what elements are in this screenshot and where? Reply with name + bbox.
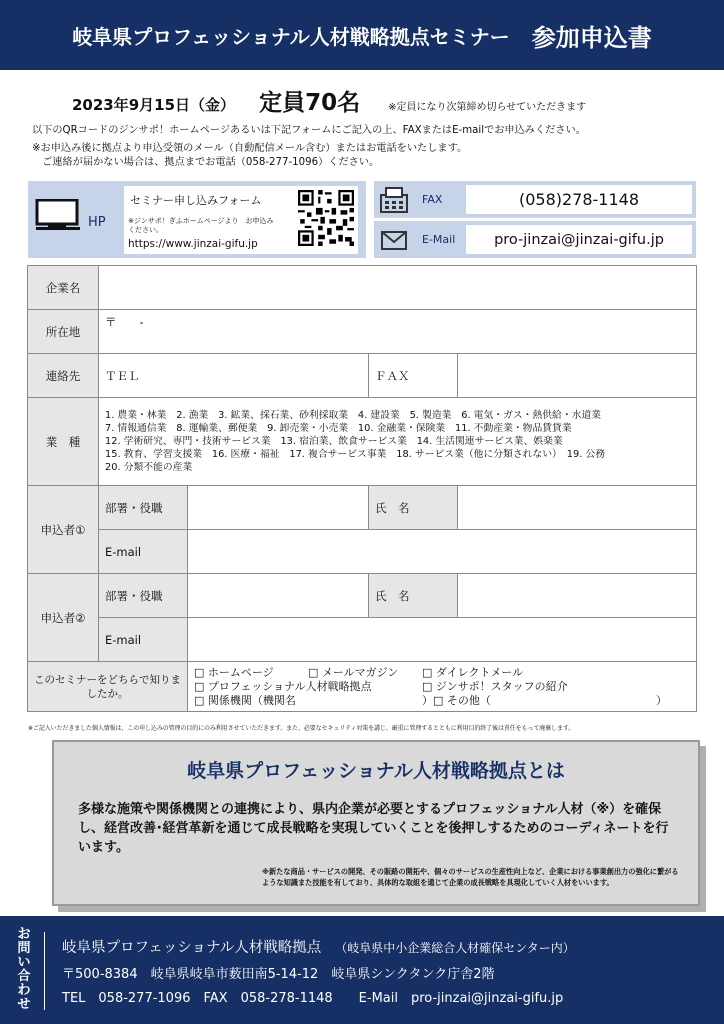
option-mailmagazine[interactable]: □ メールマガジン	[308, 665, 399, 679]
footer-contact: TEL 058-277-1096 FAX 058-278-1148 E-Mail pro-jinzai@jinzai-gifu.jp	[62, 991, 564, 1006]
form-row-company	[28, 266, 697, 310]
industry-options[interactable]	[99, 398, 697, 486]
footer-address: 〒500-8384 岐阜県岐阜市薮田南5-14-12 岐阜県シンクタンク庁舎2階	[62, 967, 495, 982]
hp-inner	[124, 186, 358, 254]
form-row-applicant1-dept	[28, 486, 697, 530]
tel-label: ＴＥＬ	[105, 368, 140, 383]
option-related-org[interactable]: □ 関係機関（機関名	[194, 693, 296, 707]
qr-code[interactable]	[298, 190, 354, 246]
about-footnote: ※新たな商品・サービスの開発、その販路の開拓や、個々のサービスの生産性向上など、企業における事業創出力の強化に繋がるような知識また技能を有しており、具体的な取組を通じて企業の成長戦略を具現化していく人材をいいます。	[262, 867, 679, 887]
option-staff-referral[interactable]: □ ジンサポ！スタッフの紹介	[422, 679, 568, 693]
event-info	[72, 84, 586, 117]
name-label: 氏 名	[369, 486, 458, 530]
hp-url-link[interactable]: https://www.jinzai-gifu.jp	[128, 238, 258, 250]
page-title: 岐阜県プロフェッショナル人材戦略拠点セミナー	[72, 24, 510, 49]
form-label: セミナー申し込みフォーム	[130, 194, 262, 207]
applicant2-label: 申込者②	[28, 574, 99, 662]
applicant2-email-input[interactable]	[188, 618, 697, 662]
envelope-icon	[380, 227, 408, 253]
form-note: ※ジンサポ！ぎふホームページより お申込みください。	[128, 217, 274, 234]
about-title: 岐阜県プロフェッショナル人材戦略拠点とは	[187, 760, 565, 782]
applicant1-name-input[interactable]	[458, 486, 697, 530]
event-capacity: 定員70名	[259, 90, 361, 116]
applicant1-label: 申込者①	[28, 486, 99, 574]
company-input[interactable]	[99, 266, 697, 310]
postal-mark: 〒 -	[105, 315, 144, 329]
option-strategy-base[interactable]: □ プロフェッショナル人材戦略拠点	[194, 679, 372, 693]
header-banner	[0, 0, 724, 70]
industry-line: 7. 情報通信業 8. 運輸業、郵便業 9. 卸売業・小売業 10. 金融業・保険業 11. 不動産業・物品賃貸業	[105, 423, 572, 434]
fax-number: (058)278-1148	[466, 185, 692, 214]
applicant1-email-input[interactable]	[188, 530, 697, 574]
email-field-label: E-mail	[99, 530, 188, 574]
hp-label: HP	[88, 215, 106, 230]
about-box	[52, 740, 700, 906]
fax-label: FAX	[422, 193, 443, 206]
tel-input[interactable]	[99, 354, 369, 398]
email-label: E-Mail	[422, 233, 456, 246]
form-row-applicant1-email	[28, 530, 697, 574]
industry-line: 12. 学術研究、専門・技術サービス業 13. 宿泊業、飲食サービス業 14. 生活関連サービス業、娯楽業	[105, 436, 563, 447]
industry-line: 20. 分類不能の産業	[105, 462, 193, 473]
name-label: 氏 名	[369, 574, 458, 618]
contact-panel	[28, 181, 696, 258]
intro-line: ※お申込み後に拠点より申込受領のメール（自動配信メール含む）またはお電話をいたします。	[32, 143, 468, 154]
dept-label: 部署・役職	[99, 486, 188, 530]
hp-box	[28, 181, 366, 258]
event-date: 2023年9月15日（金）	[72, 96, 236, 114]
capacity-note: ※定員になり次第締め切らせていただきます	[388, 102, 587, 113]
fax-row	[374, 181, 696, 218]
intro-line: 以下のQRコードのジンサポ！ホームページあるいは下記フォームにご記入の上、FAXまたはE-mailでお申込みください。	[32, 125, 586, 136]
email-row	[374, 221, 696, 258]
privacy-note: ※ご記入いただきました個人情報は、この申し込みの管理の目的にのみ利用させていただきます。また、必要なセキュリティ対策を講じ、厳重に管理するとともに利用目的終了後は責任をもって廃棄します。	[28, 725, 575, 732]
industry-line: 15. 教育、学習支援業 16. 医療・福祉 17. 複合サービス事業 18. サービス業（他に分類されない） 19. 公務	[105, 449, 606, 460]
applicant2-dept-input[interactable]	[188, 574, 369, 618]
dept-label: 部署・役職	[99, 574, 188, 618]
industry-label: 業 種	[28, 398, 99, 486]
footer-divider	[44, 932, 45, 1010]
email-field-label: E-mail	[99, 618, 188, 662]
fax-input[interactable]	[458, 354, 697, 398]
fax-icon	[380, 187, 408, 213]
intro-text	[32, 124, 712, 170]
form-row-source	[28, 662, 697, 712]
option-homepage[interactable]: □ ホームページ	[194, 665, 274, 679]
form-row-address	[28, 310, 697, 354]
about-body: 多様な施策や関係機関との連携により、県内企業が必要とするプロフェッショナル人材（※）を確保し、経営改善･経営革新を通じて成長戦略を実現していくことを後押しするためのコーディネートを行います。	[78, 802, 669, 855]
org-name: 岐阜県プロフェッショナル人材戦略拠点	[62, 940, 322, 956]
intro-line: ご連絡が届かない場合は、拠点までお電話（058-277-1096）ください。	[32, 157, 380, 168]
industry-line: 1. 農業・林業 2. 漁業 3. 鉱業、採石業、砂利採取業 4. 建設業 5. 製造業 6. 電気・ガス・熱供給・水道業	[105, 410, 602, 421]
company-label: 企業名	[28, 266, 99, 310]
org-sub: （岐阜県中小企業総合人材確保センター内）	[335, 941, 575, 955]
applicant2-name-input[interactable]	[458, 574, 697, 618]
email-address-link[interactable]: pro-jinzai@jinzai-gifu.jp	[466, 225, 692, 254]
option-other[interactable]: ）□ その他（	[422, 693, 491, 707]
form-row-applicant2-dept	[28, 574, 697, 618]
fax-email-box	[374, 181, 696, 258]
option-directmail[interactable]: □ ダイレクトメール	[422, 665, 524, 679]
contact-label: 連絡先	[28, 354, 99, 398]
applicant1-dept-input[interactable]	[188, 486, 369, 530]
fax-field-label: ＦＡＸ	[369, 354, 458, 398]
application-form	[27, 265, 697, 712]
source-options	[188, 662, 697, 712]
source-question: このセミナーをどちらで知りましたか。	[28, 662, 188, 712]
form-row-industry	[28, 398, 697, 486]
footer-org	[62, 936, 575, 957]
inquiry-label: お問い合わせ	[17, 927, 31, 1012]
form-row-contact	[28, 354, 697, 398]
address-input[interactable]	[99, 310, 697, 354]
monitor-icon	[34, 199, 82, 231]
page-subtitle: 参加申込書	[531, 23, 652, 52]
address-label: 所在地	[28, 310, 99, 354]
form-row-applicant2-email	[28, 618, 697, 662]
option-close-paren: ）	[656, 693, 667, 707]
footer-inquiry	[0, 916, 724, 1024]
